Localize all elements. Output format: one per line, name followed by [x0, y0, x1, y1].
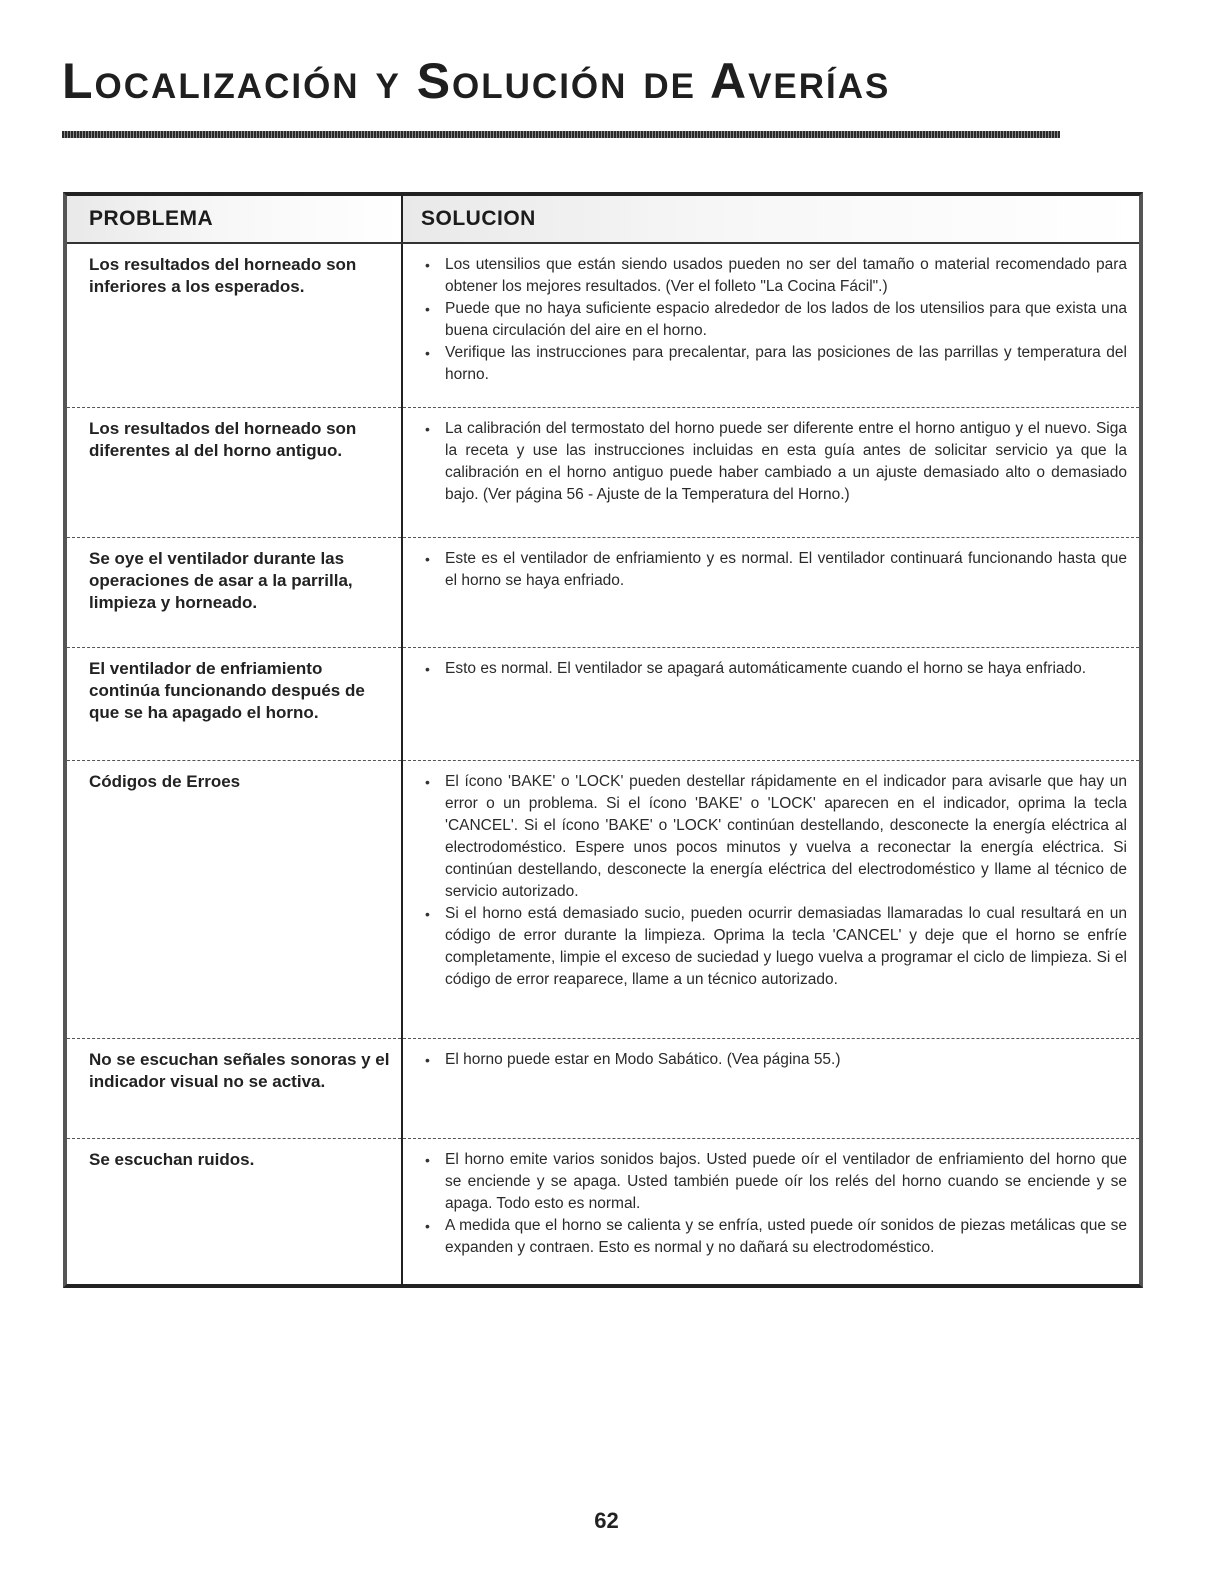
table-row	[67, 1138, 1139, 1284]
problem-cell: Códigos de Erroes	[67, 760, 402, 1038]
header-solution: SOLUCION	[402, 196, 1139, 243]
bullet-icon: •	[425, 420, 430, 437]
table-row	[67, 647, 1139, 760]
title-rule	[62, 131, 1060, 138]
problem-cell: Se escuchan ruidos.	[67, 1138, 402, 1284]
bullet-icon: •	[425, 1051, 430, 1068]
header-problem: PROBLEMA	[67, 196, 402, 243]
solution-cell	[402, 647, 1139, 760]
bullet-icon: •	[425, 301, 430, 317]
solution-list	[423, 771, 1127, 991]
table-row	[67, 243, 1139, 407]
table-row	[67, 760, 1139, 1038]
solution-item: • El horno emite varios sonidos bajos. Usted puede oír el ventilador de enfriamiento del horno que se enciende y se apaga. Usted también puede oír los relés del horno cuando se enciende y se apaga. Todo esto es normal.	[425, 1150, 1127, 1212]
bullet-icon: •	[425, 773, 430, 790]
solution-item: • Este es el ventilador de enfriamiento y es normal. El ventilador continuará funcionando hasta que el horno se haya enfriado.	[425, 549, 1127, 589]
bullet-icon: •	[425, 345, 430, 361]
solution-list	[423, 658, 1127, 680]
solution-item: • Verifique las instrucciones para precalentar, para las posiciones de las parrillas y temperatura del horno.	[425, 344, 1127, 383]
problem-cell: No se escuchan señales sonoras y el indicador visual no se activa.	[67, 1038, 402, 1138]
solution-item: • Si el horno está demasiado sucio, pueden ocurrir demasiadas llamaradas lo cual resultará en un código de error durante la limpieza. Oprima la tecla 'CANCEL' y deje que el horno se enfríe completamente, limpie el exceso de suciedad y luego vuelva a programar el ciclo de limpieza. Si el código de error reaparece, llame a un técnico autorizado.	[425, 904, 1127, 988]
solution-item: • Los utensilios que están siendo usados pueden no ser del tamaño o material recomendado para obtener los mejores resultados. (Ver el folleto "La Cocina Fácil".)	[425, 256, 1127, 295]
bullet-icon: •	[425, 257, 430, 273]
solution-item: • A medida que el horno se calienta y se enfría, usted puede oír sonidos de piezas metálicas que se expanden y contraen. Esto es normal y no dañará su electrodoméstico.	[425, 1216, 1127, 1256]
table-header-row	[67, 196, 1139, 243]
solution-list	[423, 548, 1127, 592]
solution-item: • Esto es normal. El ventilador se apagará automáticamente cuando el horno se haya enfriado.	[423, 658, 1127, 680]
troubleshooting-table-frame	[63, 192, 1143, 1288]
solution-list	[423, 418, 1127, 506]
solution-cell	[402, 407, 1139, 537]
bullet-icon: •	[425, 1217, 430, 1234]
solution-cell	[402, 243, 1139, 407]
solution-cell	[402, 1138, 1139, 1284]
bullet-icon: •	[425, 660, 430, 677]
table-row	[67, 1038, 1139, 1138]
solution-cell	[402, 760, 1139, 1038]
solution-item: • La calibración del termostato del horno puede ser diferente entre el horno antiguo y el nuevo. Siga la receta y use las instrucciones incluidas en esta guía antes de solicitar servicio ya que la calibración en el horno antiguo puede haber cambiado a un ajuste demasiado alto o demasiado bajo. (Ver página 56 - Ajuste de la Temperatura del Horno.)	[425, 419, 1127, 503]
solution-item: • El ícono 'BAKE' o 'LOCK' pueden destellar rápidamente en el indicador para avisarle que hay un error o un problema. Si el ícono 'BAKE' o 'LOCK' aparecen en el indicador, oprima la tecla 'CANCEL'. Si el ícono 'BAKE' o 'LOCK' continúan destellando, desconecte la energía eléctrica al electrodoméstico. Espere unos pocos minutos y vuelva a reconectar la energía eléctrica. Si continúan destellando, desconecte la energía eléctrica del electrodoméstico y llame al técnico de servicio autorizado.	[425, 772, 1127, 900]
solution-list	[423, 254, 1127, 386]
problem-cell: Se oye el ventilador durante las operaciones de asar a la parrilla, limpieza y horneado.	[67, 537, 402, 647]
bullet-icon: •	[425, 550, 430, 567]
problem-cell: El ventilador de enfriamiento continúa funcionando después de que se ha apagado el horno.	[67, 647, 402, 760]
solution-list	[423, 1049, 1127, 1071]
solution-list	[423, 1149, 1127, 1259]
solution-item: • El horno puede estar en Modo Sabático. (Vea página 55.)	[423, 1049, 1127, 1071]
problem-cell: Los resultados del horneado son diferentes al del horno antiguo.	[67, 407, 402, 537]
bullet-icon: •	[425, 905, 430, 922]
solution-cell	[402, 537, 1139, 647]
page-title: Localización y Solución de Averías	[62, 53, 891, 109]
troubleshooting-table	[67, 196, 1139, 1284]
page-number: 62	[594, 1508, 619, 1533]
problem-cell: Los resultados del horneado son inferiores a los esperados.	[67, 243, 402, 407]
solution-cell	[402, 1038, 1139, 1138]
table-row	[67, 407, 1139, 537]
bullet-icon: •	[425, 1151, 430, 1168]
table-row	[67, 537, 1139, 647]
solution-item: • Puede que no haya suficiente espacio alrededor de los lados de los utensilios para que exista una buena circulación del aire en el horno.	[425, 300, 1127, 339]
